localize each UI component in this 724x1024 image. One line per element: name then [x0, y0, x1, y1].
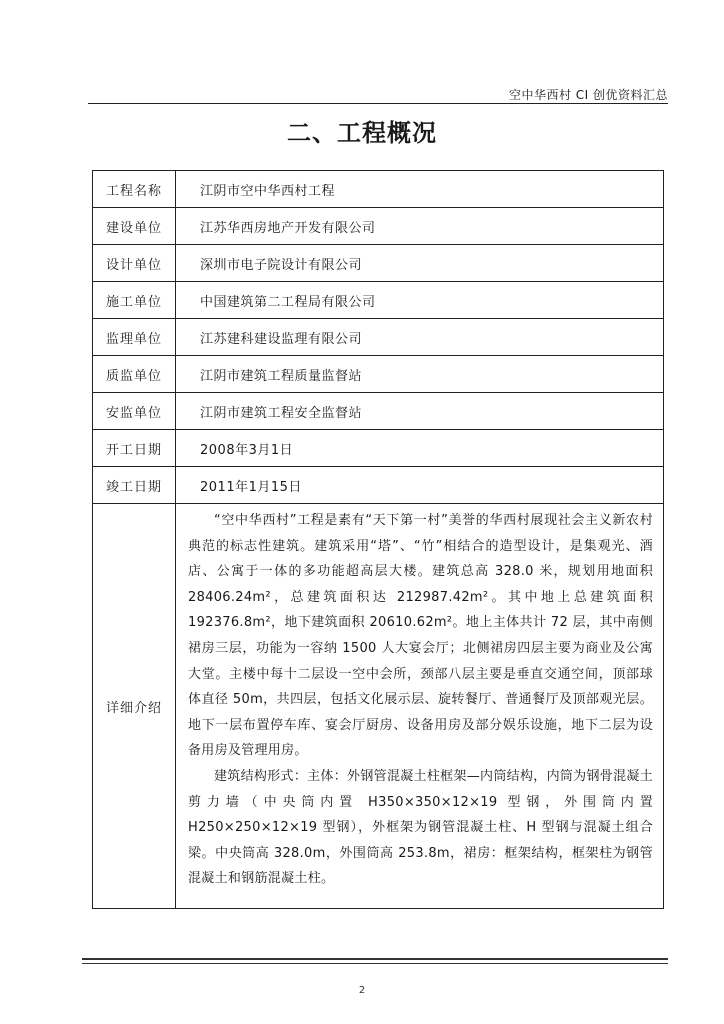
table-row — [93, 430, 664, 467]
row-label: 施工单位 — [93, 282, 176, 319]
row-value: 江阴市建筑工程安全监督站 — [176, 393, 664, 430]
row-value: 江阴市空中华西村工程 — [176, 171, 664, 208]
row-label: 竣工日期 — [93, 467, 176, 504]
row-label: 建设单位 — [93, 208, 176, 245]
detail-paragraph-2: 建筑结构形式：主体：外钢管混凝土柱框架—内筒结构，内筒为钢骨混凝土剪力墙（中央筒内置 H350×350×12×19 型钢，外围筒内置 H250×250×12×19 型钢），外框架为钢管混凝土柱、H 型钢与混凝土组合梁。中央筒高 328.0m，外围筒高 253.8m，裙房：框架结构，框架柱为钢管混凝土和钢筋混凝土柱。 — [188, 768, 653, 887]
row-value: 江苏华西房地产开发有限公司 — [176, 208, 664, 245]
table-row — [93, 171, 664, 208]
table-row — [93, 393, 664, 430]
table-row — [93, 208, 664, 245]
row-label: 监理单位 — [93, 319, 176, 356]
project-info-table — [92, 170, 664, 909]
row-value: 2008年3月1日 — [176, 430, 664, 467]
row-value: 中国建筑第二工程局有限公司 — [176, 282, 664, 319]
row-value: 深圳市电子院设计有限公司 — [176, 245, 664, 282]
row-label: 质监单位 — [93, 356, 176, 393]
row-label: 开工日期 — [93, 430, 176, 467]
detail-content — [176, 504, 664, 909]
page-title: 二、工程概况 — [287, 119, 437, 147]
header-text: 空中华西村 CI 创优资料汇总 — [508, 88, 668, 102]
detail-label: 详细介绍 — [93, 504, 176, 909]
footer-rule-thick — [82, 958, 668, 960]
row-value: 江苏建科建设监理有限公司 — [176, 319, 664, 356]
page-number: 2 — [358, 985, 366, 996]
table-row — [93, 245, 664, 282]
row-value: 2011年1月15日 — [176, 467, 664, 504]
table-row — [93, 282, 664, 319]
table-row — [93, 319, 664, 356]
table-row — [93, 467, 664, 504]
detail-row — [93, 504, 664, 909]
row-label: 设计单位 — [93, 245, 176, 282]
header-rule — [88, 103, 668, 104]
row-label: 工程名称 — [93, 171, 176, 208]
row-value: 江阴市建筑工程质量监督站 — [176, 356, 664, 393]
table-row — [93, 356, 664, 393]
detail-paragraph-1: “空中华西村”工程是素有“天下第一村”美誉的华西村展现社会主义新农村典范的标志性建筑。建筑采用“塔”、“竹”相结合的造型设计，是集观光、酒店、公寓于一体的多功能超高层大楼。建筑总高 328.0 米，规划用地面积 28406.24m²，总建筑面积达 212987.42m²。其中地上总建筑面积 192376.8m²，地下建筑面积 20610.62m²。地上主体共计 72 层，其中南侧裙房三层，功能为一容纳 1500 人大宴会厅；北侧裙房四层主要为商业及公寓大堂。主楼中每十二层设一空中会所，颈部八层主要是垂直交通空间，顶部球体直径 50m，共四层，包括文化展示层、旋转餐厅、普通餐厅及顶部观光层。地下一层布置停车库、宴会厅厨房、设备用房及部分娱乐设施，地下二层为设备用房及管理用房。 — [188, 513, 653, 759]
footer-rule-thin — [82, 963, 668, 964]
row-label: 安监单位 — [93, 393, 176, 430]
